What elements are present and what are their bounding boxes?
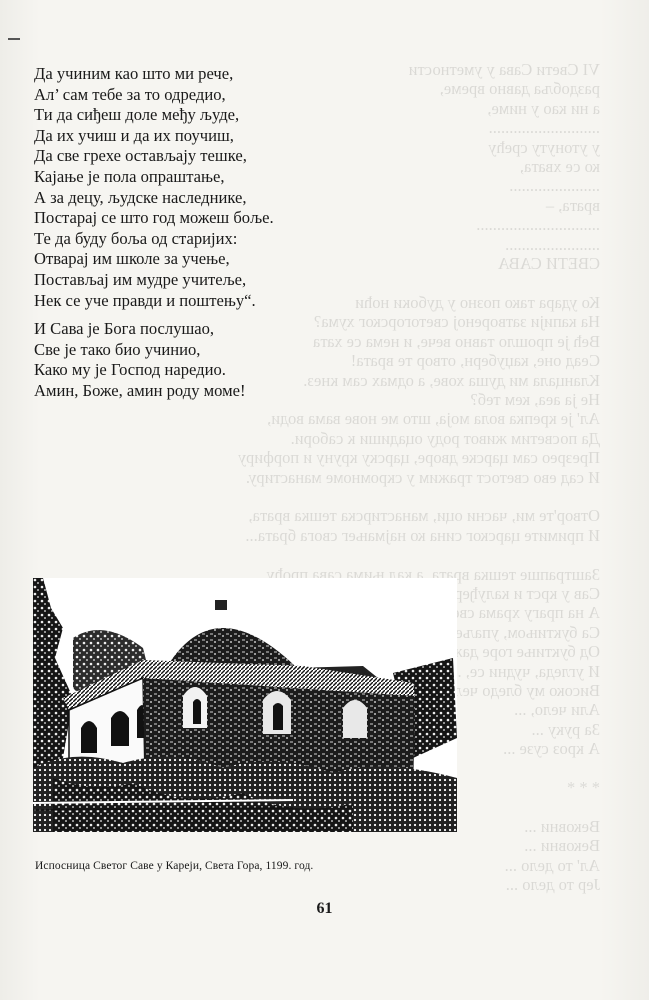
- poem-line: А за децу, људске наследнике,: [34, 187, 247, 207]
- poem-line: И Сава је Бога послушао,: [34, 319, 215, 339]
- poem-line: Ал’ сам тебе за то одредио,: [34, 84, 226, 104]
- poem: [34, 64, 354, 402]
- poem-line: Да учиним као што ми рече,: [34, 64, 234, 83]
- poem-line: Постарај се што год можеш боље.: [34, 208, 274, 228]
- stanza-2: [34, 319, 354, 401]
- poem-line: Отварај им школе за учење,: [34, 249, 230, 269]
- poem-line: Те да буду боља од старијих:: [34, 228, 238, 248]
- poem-line: Постављај им мудре учитеље,: [34, 269, 247, 289]
- poem-line: Како му је Господ наредио.: [34, 360, 226, 380]
- poem-line: Да их учиш и да их поучиш,: [34, 125, 234, 145]
- binding-mark: [8, 38, 20, 40]
- stanza-1: [34, 64, 354, 311]
- figure-caption: Испосница Светог Саве у Кареји, Света Гора, 1199. год.: [35, 860, 314, 872]
- poem-line: Да све грехе остављају тешке,: [34, 146, 247, 166]
- poem-line: Кајање је пола опраштање,: [34, 166, 225, 186]
- page-number: 61: [316, 900, 333, 917]
- poem-line: Све је тако био учинио,: [34, 339, 201, 359]
- poem-line: Амин, Боже, амин роду моме!: [34, 380, 246, 400]
- bleed-through-text: VI Свети Сава у уметности раздобља давно време, а ни као у ниме, ........................... у утонуту срећу ко се хвата, ...................... врата, – .............................. ....................... СВЕТИ САВА Ко удара тако позно у дубоки ноћи На капији затвореној светогорског хума? Већ је прошло тавно вече, и нема се хата Сеад оне, каџуберн, отвор те вратa! Кланцала ми душа хове, а одмах сам кнез. Не ја аеа, кем теб? Ал' је крепка вола моја, што ме нове вама води, Да посветим живот роду оцадиши к сабори. Презрео сам царске дворе, царску круну и порфиру И сад ево светост тражим у скромноме манастиру. Отвор'те ми, часни оци, манастирска тешка врата, И примите царског сина ко најмањег свога брата... Заштрапше тешка врата, а кад њима сава прођу Сав у крст и калуђере А на прагу храма Са буктињом, упаљеном, Од буктиње горе даже, И угледа, чудни се, Високо му бледо чело, Али чело, ... За руку ... А кроз сузе ... * * * Вековни ... Вековни ... Ал' то дело ... Јер то дело ...: [238, 60, 600, 895]
- poem-line: Ти да сиђеш доле међу људе,: [34, 105, 240, 125]
- monastery-cell-illustration: [33, 578, 457, 832]
- poem-line: Нек се уче правди и поштењу“.: [34, 290, 256, 310]
